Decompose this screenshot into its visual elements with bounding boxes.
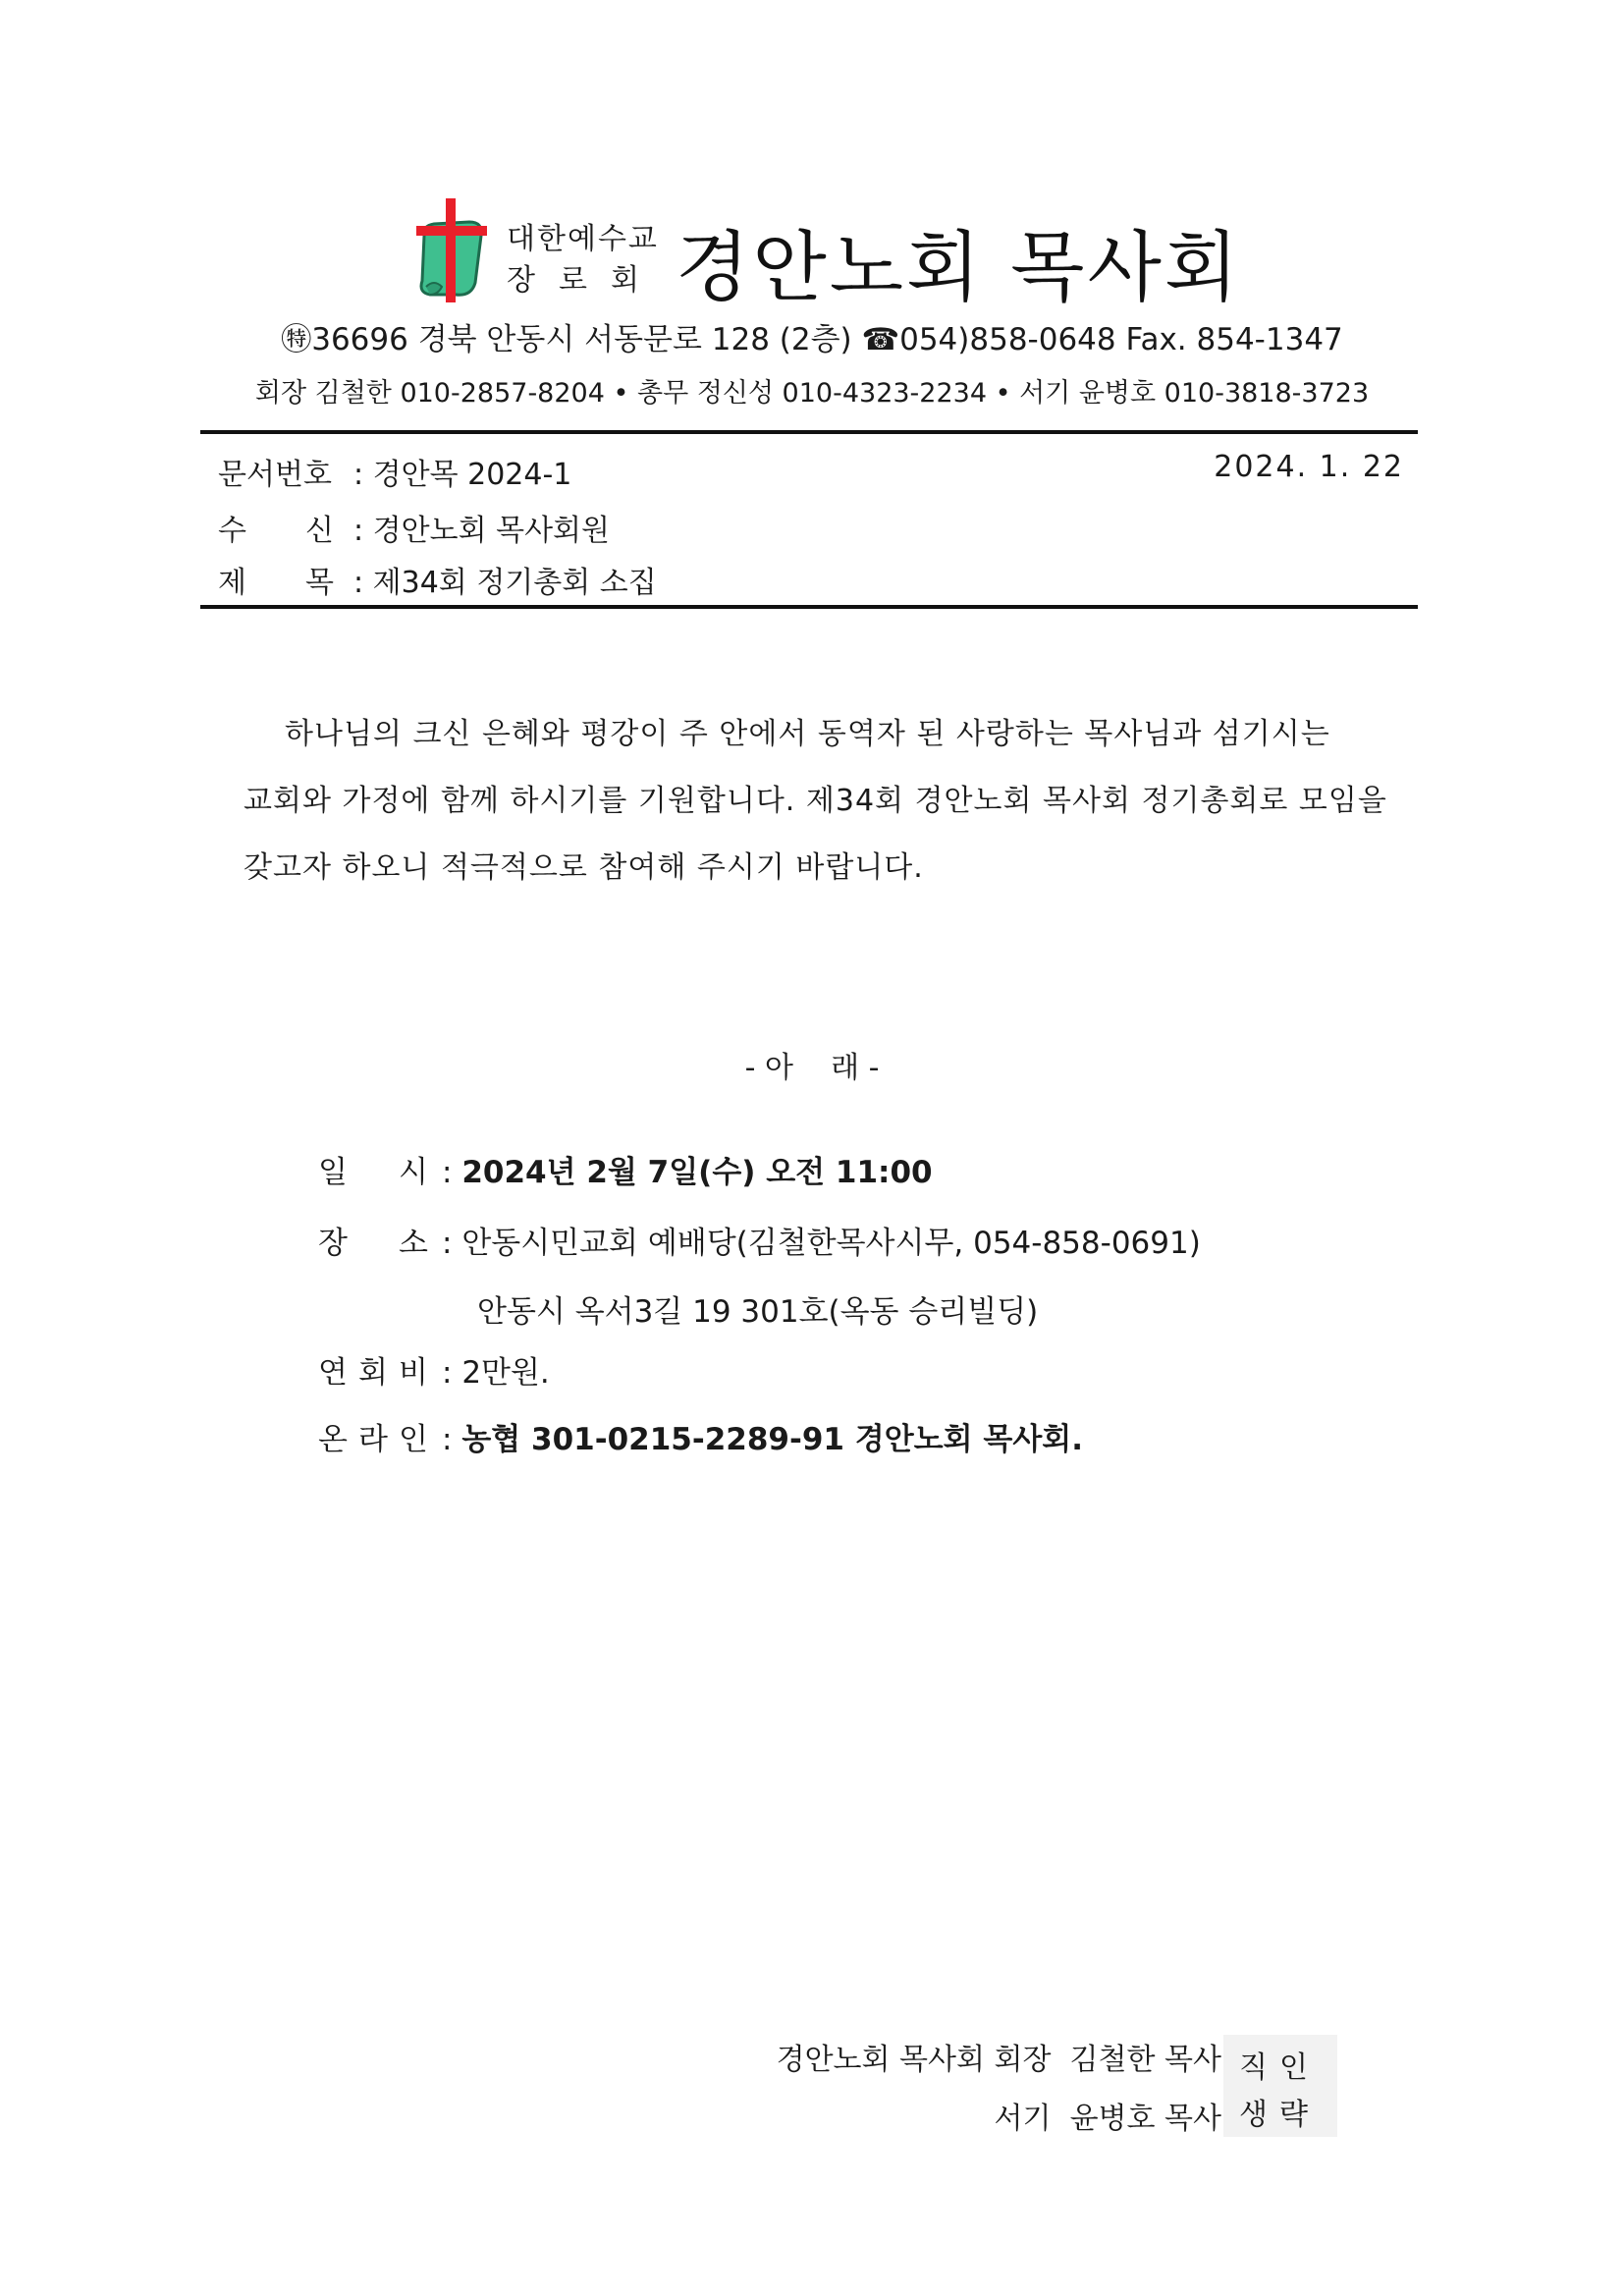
recipient <box>218 506 610 549</box>
body-paragraph-line3: 갖고자 하오니 적극적으로 참여해 주시기 바랍니다. <box>244 850 924 885</box>
detail-place-label: 장 소 <box>318 1226 428 1261</box>
recipient-label: 수 신 <box>218 514 334 548</box>
top-divider <box>200 430 1418 434</box>
org-main-title: 경안노회 목사회 <box>676 224 1242 312</box>
document-number <box>218 450 571 493</box>
signature-secretary: 서기 윤병호 목사 <box>994 2102 1221 2136</box>
document-number-label: 문서번호 <box>218 458 332 492</box>
detail-place-address: 안동시 옥서3길 19 301호(옥동 승리빌딩) <box>477 1294 1039 1330</box>
detail-fee-label: 연 회 비 <box>318 1355 428 1391</box>
document-number-value: : 경안목 2024-1 <box>353 458 572 492</box>
detail-online-value: 농협 301-0215-2289-91 경안노회 목사회. <box>461 1422 1083 1457</box>
subject-value: : 제34회 정기총회 소집 <box>353 566 657 600</box>
org-sub-line1: 대한예수교 <box>507 222 659 256</box>
detail-date-value: 2024년 2월 7일(수) 오전 11:00 <box>461 1155 933 1190</box>
seal-text-line1: 직인 <box>1239 2050 1320 2085</box>
subject-label: 제 목 <box>218 566 334 600</box>
detail-fee-value: 2만원. <box>461 1355 550 1391</box>
detail-date: 일 시 : 2024년 2월 7일(수) 오전 11:00 <box>318 1147 933 1191</box>
detail-place-value: 안동시민교회 예배당(김철한목사시무, 054-858-0691) <box>461 1226 1201 1261</box>
detail-date-label: 일 시 <box>318 1155 428 1190</box>
recipient-value: : 경안노회 목사회원 <box>353 514 611 548</box>
notice-heading: - 아 래 - <box>744 1051 880 1085</box>
body-paragraph-line2: 교회와 가정에 함께 하시기를 기원합니다. 제34회 경안노회 목사회 정기총회로 모임을 <box>244 784 1387 818</box>
detail-fee: 연 회 비 : 2만원. <box>318 1347 550 1392</box>
church-logo-icon <box>412 196 491 306</box>
body-paragraph-line1: 하나님의 크신 은혜와 평강이 주 안에서 동역자 된 사랑하는 목사님과 섬기시는 <box>285 717 1330 751</box>
signature-president: 경안노회 목사회 회장 김철한 목사 <box>776 2043 1221 2077</box>
detail-online: 온 라 인 : 농협 301-0215-2289-91 경안노회 목사회. <box>318 1414 1083 1458</box>
subject <box>218 558 657 601</box>
document-date: 2024. 1. 22 <box>1214 450 1404 484</box>
bottom-divider <box>200 605 1418 609</box>
detail-online-label: 온 라 인 <box>318 1422 428 1457</box>
org-sub-line2: 장로회 <box>507 263 663 298</box>
officers-line: 회장 김철한 010-2857-8204 • 총무 정신성 010-4323-2234 • 서기 윤병호 010-3818-3723 <box>254 378 1370 409</box>
seal-text-line2: 생략 <box>1239 2098 1320 2132</box>
address-line: ㊕36696 경북 안동시 서동문로 128 (2층) ☎054)858-0648 Fax. 854-1347 <box>281 322 1343 357</box>
detail-place: 장 소 : 안동시민교회 예배당(김철한목사시무, 054-858-0691) <box>318 1218 1201 1262</box>
